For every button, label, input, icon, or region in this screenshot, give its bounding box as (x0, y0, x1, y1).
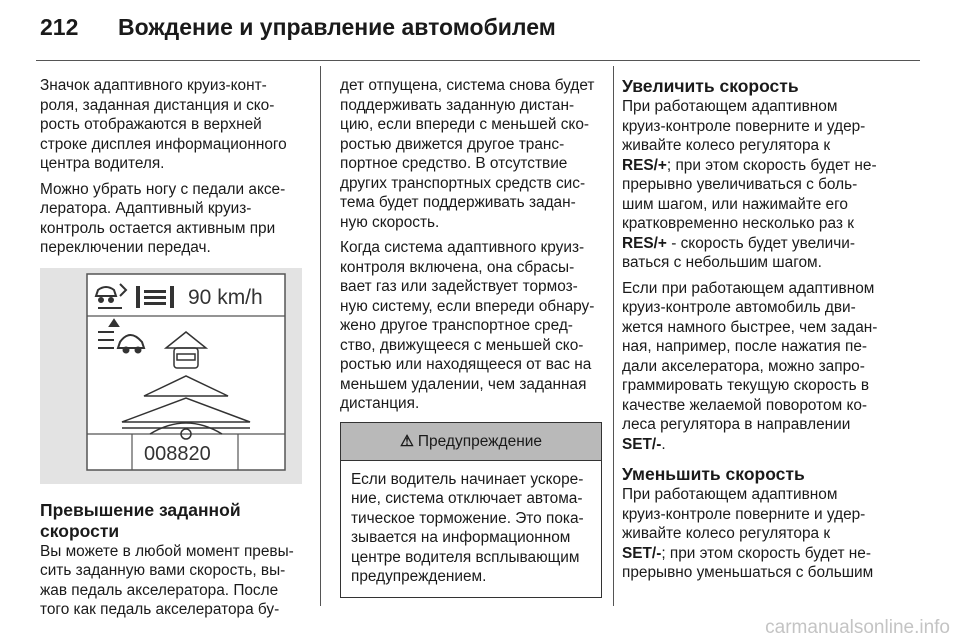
paragraph: При работающем адаптивном круиз-контроле поверните и удер- живайте колесо регулятора к RES/+; при этом скорость будет не- прерывно увеличиваться с боль- шим шагом, или нажимайте его кратковременно несколько раз к RES/+ - скорость будет увеличи- ваться с небольшим шагом. (622, 98, 877, 271)
header-divider (36, 60, 920, 61)
key-label-res: RES/+ (622, 234, 667, 252)
paragraph: Если при работающем адаптивном круиз-контроле автомобиль дви- жется намного быстрее, чем задан- ная, например, после нажатия пе- дали акселератора, можно запро- граммировать текущую скорость в качестве желаемой поворотом ко- леса регулятора в направлении SET/-. (622, 279, 878, 453)
odometer-readout: 008820 (144, 442, 211, 465)
page-number: 212 (40, 14, 79, 40)
paragraph: дет отпущена, система снова будет поддерживать заданную дистан- цию, если впереди с меньшей ско- ростью движется другое транс- портное средство. В отсутствие других транспортных средств сис- тема будет поддерживать задан- ную скорость. (340, 77, 595, 231)
key-label-set: SET/- (622, 435, 662, 453)
driver-info-display-figure (40, 268, 302, 484)
watermark: carmanualsonline.info (765, 617, 950, 638)
warning-box (340, 422, 602, 598)
page-header (40, 14, 920, 54)
section-heading-exceed-speed: Превышение заданной скорости (40, 499, 241, 541)
set-speed-readout: 90 km/h (188, 285, 263, 309)
key-label-res: RES/+ (622, 156, 667, 174)
column-1 (40, 76, 302, 626)
acc-display-illustration (40, 268, 302, 484)
paragraph: Вы можете в любой момент превы- сить заданную вами скорость, вы- жав педаль акселератора. После того как педаль акселератора бу- (40, 542, 294, 618)
column-divider (613, 66, 614, 606)
warning-body: Если водитель начинает ускоре- ние, система отключает автома- тическое торможение. Это пока- зывается на информационном центре водителя всплывающим предупреждением. (351, 470, 584, 585)
paragraph: Значок адаптивного круиз-конт- роля, заданная дистанция и ско- рость отображаются в верхней строке дисплея информационного центра водителя. (40, 77, 287, 172)
paragraph: При работающем адаптивном круиз-контроле поверните и удер- живайте колесо регулятора к SET/-; при этом скорость будет не- прерывно уменьшаться с большим (622, 486, 874, 581)
column-3 (622, 76, 912, 589)
column-divider (320, 66, 321, 606)
paragraph: Можно убрать ногу с педали аксе- лератора. Адаптивный круиз- контроль остается активным при переключении передач. (40, 180, 286, 256)
warning-title: Предупреждение (417, 432, 543, 450)
section-heading-increase-speed: Увеличить скорость (622, 76, 799, 96)
section-heading-decrease-speed: Уменьшить скорость (622, 464, 805, 484)
warning-triangle-icon: ⚠ (399, 432, 414, 450)
column-2 (340, 76, 602, 598)
warning-header (341, 423, 601, 461)
chapter-title: Вождение и управление автомобилем (118, 14, 556, 40)
paragraph: Когда система адаптивного круиз- контроля включена, она сбрасы- вает газ или задействует тормоз- ную систему, если впереди обнару- жено другое транспортное сред- ство, движущееся с меньшей ско- ростью или находящееся от вас на меньшем удалении, чем заданная дистанция. (340, 239, 595, 412)
key-label-set: SET/- (622, 544, 662, 562)
